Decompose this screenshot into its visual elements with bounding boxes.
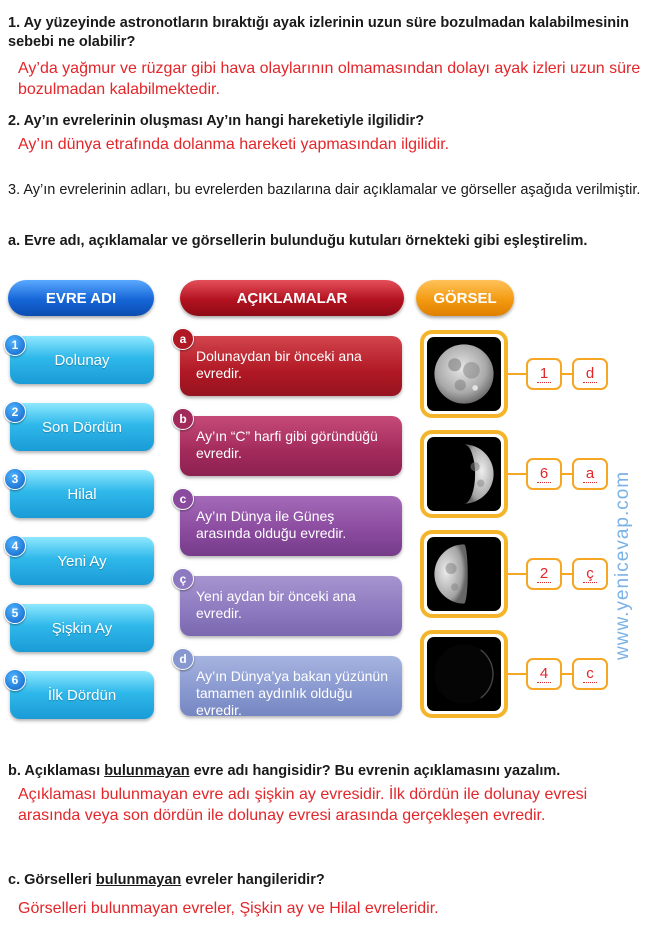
last-quarter-moon-icon: [427, 537, 501, 611]
answer-box-desc-3[interactable]: ç: [572, 558, 608, 590]
answer-box-desc-2[interactable]: a: [572, 458, 608, 490]
image-box-full-moon: [420, 330, 508, 418]
phase-box-1: Dolunay: [10, 336, 154, 384]
connector-line: [508, 573, 526, 575]
desc-letter-cc: ç: [172, 568, 194, 590]
desc-box-c: Ay’ın Dünya ile Güneş arasında olduğu evredir.: [180, 496, 402, 556]
answer-b: Açıklaması bulunmayan evre adı şişkin ay evresidir. İlk dördün ile dolunay evresi arasında veya son dördün ile dolunay evresi arasında gerçekleşen evredir.: [18, 786, 588, 824]
question-3a: a. Evre adı, açıklamalar ve görsellerin bulunduğu kutuları örnekteki gibi eşleştirelim.: [8, 233, 588, 249]
question-c: c. Görselleri bulunmayan evreler hangileridir?: [8, 872, 325, 888]
phase-number-4: 4: [4, 535, 26, 557]
question-2: 2. Ay’ın evrelerinin oluşması Ay’ın hangi hareketiyle ilgilidir?: [8, 113, 425, 129]
image-box-first-quarter: [420, 430, 508, 518]
phase-number-1: 1: [4, 334, 26, 356]
answer-box-phase-4[interactable]: 4: [526, 658, 562, 690]
answer-box-phase-1[interactable]: 1: [526, 358, 562, 390]
desc-box-d: Ay’ın Dünya’ya bakan yüzünün tamamen aydınlık olduğu evredir.: [180, 656, 402, 716]
answer-box-desc-1[interactable]: d: [572, 358, 608, 390]
desc-letter-b: b: [172, 408, 194, 430]
phase-number-5: 5: [4, 602, 26, 624]
answer-c: Görselleri bulunmayan evreler, Şişkin ay ve Hilal evreleridir.: [18, 900, 439, 917]
answer-box-desc-4[interactable]: c: [572, 658, 608, 690]
desc-letter-a: a: [172, 328, 194, 350]
desc-box-b: Ay’ın “C” harfi gibi göründüğü evredir.: [180, 416, 402, 476]
phase-number-6: 6: [4, 669, 26, 691]
phase-box-2: Son Dördün: [10, 403, 154, 451]
header-descriptions: AÇIKLAMALAR: [180, 280, 404, 316]
image-box-new-moon: [420, 630, 508, 718]
answer-box-phase-2[interactable]: 6: [526, 458, 562, 490]
underlined-word: bulunmayan: [104, 763, 190, 779]
connector-line: [508, 373, 526, 375]
connector-line: [562, 373, 572, 375]
desc-box-cc: Yeni aydan bir önceki ana evredir.: [180, 576, 402, 636]
header-images: GÖRSEL: [416, 280, 514, 316]
connector-line: [562, 473, 572, 475]
desc-letter-c: c: [172, 488, 194, 510]
image-box-last-quarter: [420, 530, 508, 618]
phase-number-2: 2: [4, 401, 26, 423]
phase-box-3: Hilal: [10, 470, 154, 518]
first-quarter-moon-icon: [427, 437, 501, 511]
phase-box-6: İlk Dördün: [10, 671, 154, 719]
question-b: b. Açıklaması bulunmayan evre adı hangisidir? Bu evrenin açıklamasını yazalım.: [8, 763, 561, 779]
answer-box-phase-3[interactable]: 2: [526, 558, 562, 590]
answer-1: Ay’da yağmur ve rüzgar gibi hava olaylarının olmamasından dolayı ayak izleri uzun süre bozulmadan kalabilmektedir.: [18, 60, 641, 98]
connector-line: [562, 673, 572, 675]
phase-number-3: 3: [4, 468, 26, 490]
connector-line: [562, 573, 572, 575]
desc-letter-d: d: [172, 648, 194, 670]
full-moon-icon: [427, 337, 501, 411]
header-phase-name: EVRE ADI: [8, 280, 154, 316]
desc-box-a: Dolunaydan bir önceki ana evredir.: [180, 336, 402, 396]
answer-2: Ay’ın dünya etrafında dolanma hareketi yapmasından ilgilidir.: [18, 136, 450, 153]
connector-line: [508, 473, 526, 475]
watermark: www.yenicevap.com: [612, 470, 633, 660]
underlined-word: bulunmayan: [95, 872, 182, 888]
connector-line: [508, 673, 526, 675]
question-1: 1. Ay yüzeyinde astronotların bıraktığı ayak izlerinin uzun süre bozulmadan kalabilmesinin sebebi ne olabilir?: [8, 15, 629, 50]
phase-box-5: Şişkin Ay: [10, 604, 154, 652]
phase-box-4: Yeni Ay: [10, 537, 154, 585]
new-moon-icon: [427, 637, 501, 711]
question-3: 3. Ay’ın evrelerinin adları, bu evrelerden bazılarına dair açıklamalar ve görseller aşağıda verilmiştir.: [8, 182, 641, 198]
